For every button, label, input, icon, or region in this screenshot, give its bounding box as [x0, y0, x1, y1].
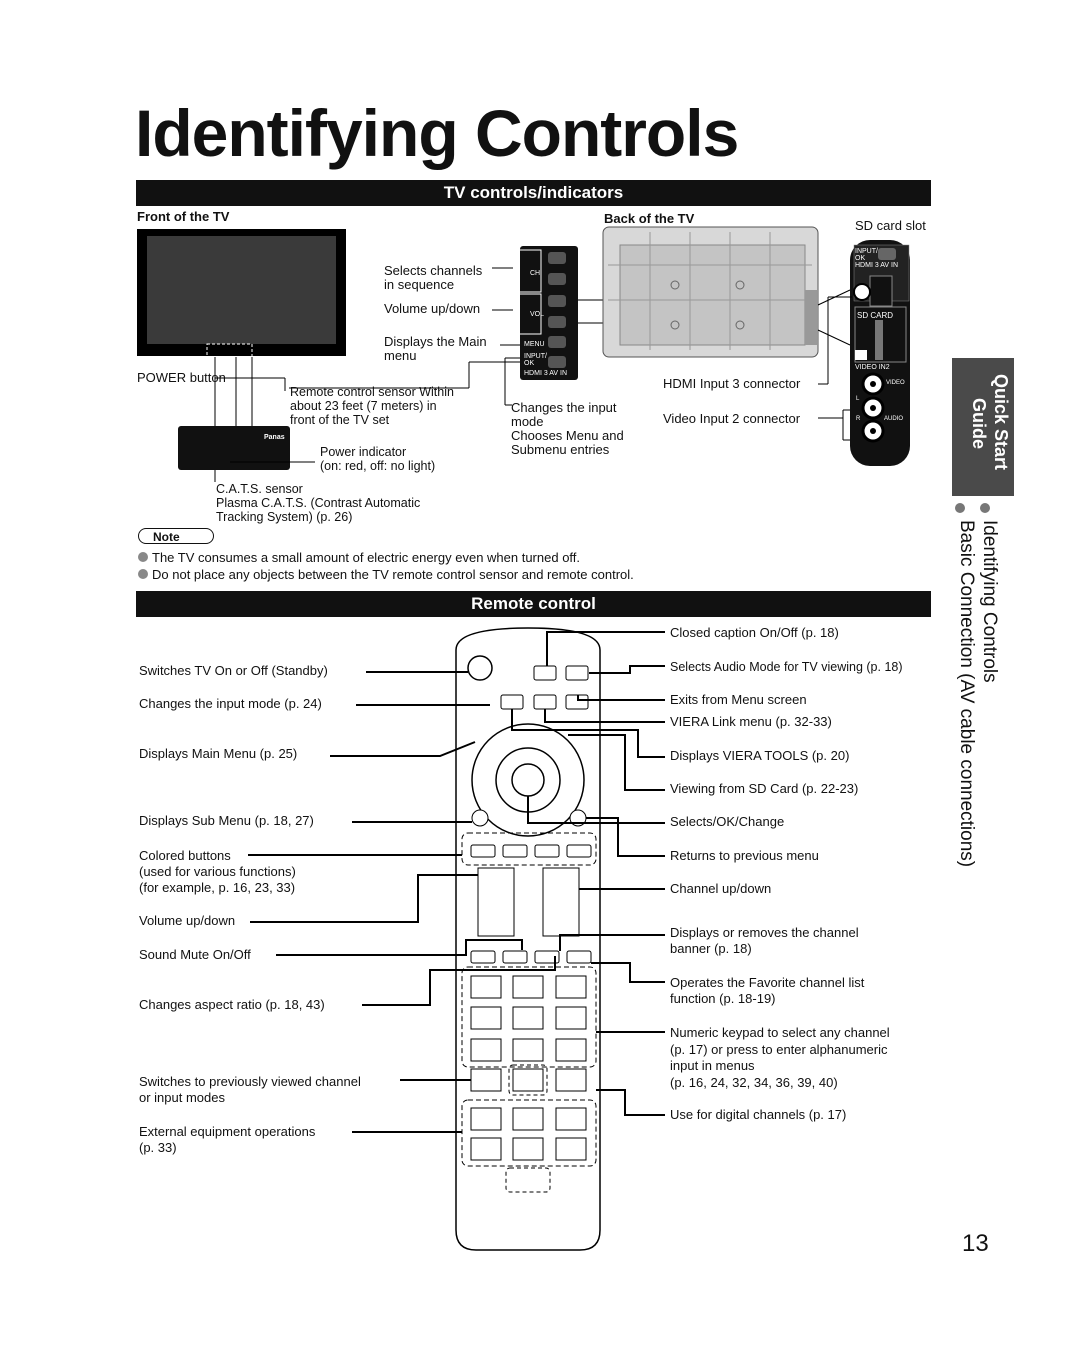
changes-input-label: Changes the input mode Chooses Menu and Submenu entries	[511, 400, 624, 457]
l-jack-label: L	[856, 396, 860, 402]
hdmi3-connector-label: HDMI Input 3 connector	[663, 376, 801, 391]
remote-label-last-view: Switches to previously viewed channel or input modes	[139, 1074, 361, 1105]
video-jack-label: VIDEO	[886, 380, 905, 386]
tv-back-panel-zoom	[818, 240, 910, 466]
remote-label-digital: Use for digital channels (p. 17)	[670, 1107, 847, 1122]
tv-front-illustration	[137, 229, 346, 482]
vol-label: VOL	[530, 311, 545, 318]
remote-sensor-label: Remote control sensor Within about 23 feet (7 meters) in front of the TV set	[290, 385, 454, 427]
audio-jack-label: AUDIO	[884, 416, 904, 422]
remote-label-main-menu: Displays Main Menu (p. 25)	[139, 746, 298, 761]
zoom-hdmi3-label: HDMI 3 AV IN	[855, 262, 899, 269]
input-ok-label: INPUT/ OK	[524, 353, 547, 367]
remote-label-return: Returns to previous menu	[670, 848, 819, 863]
tv-controls-heading: TV controls/indicators	[136, 180, 931, 206]
remote-label-input: Changes the input mode (p. 24)	[139, 696, 322, 711]
page-title: Identifying Controls	[135, 96, 739, 170]
quick-start-tab-line2: Guide	[969, 398, 989, 450]
ch-label: CH	[530, 270, 541, 277]
page-number: 13	[962, 1230, 989, 1257]
note-bullet	[138, 552, 148, 562]
note-bullet	[138, 569, 148, 579]
remote-label-viera-tools: Displays VIERA TOOLS (p. 20)	[670, 748, 850, 763]
quick-start-tab-line1: Quick Start	[991, 374, 1011, 471]
tv-back-illustration	[603, 227, 850, 357]
toc-basic-connection[interactable]: Basic Connection (AV cable connections)	[956, 520, 977, 868]
remote-label-banner: Displays or removes the channel banner (p. 18)	[670, 925, 859, 956]
video-in2-label: VIDEO IN2	[855, 364, 890, 371]
remote-label-audio-mode: Selects Audio Mode for TV viewing (p. 18)	[670, 660, 903, 674]
back-of-tv-label: Back of the TV	[604, 211, 695, 226]
power-button-label: POWER button	[137, 370, 226, 385]
remote-label-sub-menu: Displays Sub Menu (p. 18, 27)	[139, 813, 314, 828]
remote-label-power: Switches TV On or Off (Standby)	[139, 663, 328, 678]
remote-label-volume: Volume up/down	[139, 913, 236, 928]
remote-label-cc: Closed caption On/Off (p. 18)	[670, 625, 839, 640]
remote-label-external: External equipment operations (p. 33)	[139, 1124, 316, 1155]
remote-label-sd-card: Viewing from SD Card (p. 22-23)	[670, 781, 859, 796]
zoom-input-ok-label: INPUT/ OK	[855, 248, 878, 262]
main-menu-label: Displays the Main menu	[384, 334, 487, 363]
remote-control-heading: Remote control	[136, 591, 931, 617]
r-jack-label: R	[856, 416, 861, 422]
note-item-2: Do not place any objects between the TV remote control sensor and remote control.	[152, 567, 634, 582]
video2-connector-label: Video Input 2 connector	[663, 411, 801, 426]
sd-card-slot-label: SD card slot	[855, 218, 926, 233]
cats-sensor-label: C.A.T.S. sensor Plasma C.A.T.S. (Contrast Automatic Tracking System) (p. 26)	[216, 482, 421, 524]
remote-label-mute: Sound Mute On/Off	[139, 947, 251, 962]
remote-label-colored-buttons: Colored buttons (used for various functions) (for example, p. 16, 23, 33)	[139, 848, 296, 895]
toc-identifying-controls[interactable]: Identifying Controls	[979, 520, 1000, 683]
remote-label-aspect: Changes aspect ratio (p. 18, 43)	[139, 997, 325, 1012]
remote-label-numeric: Numeric keypad to select any channel (p. 17) or press to enter alphanumeric input in menus (p. 16, 24, 32, 34, 36, 39, 40)	[670, 1025, 890, 1090]
note-item-1: The TV consumes a small amount of electric energy even when turned off.	[152, 550, 581, 565]
remote-label-ok: Selects/OK/Change	[670, 814, 785, 829]
brand-logo: Panas	[264, 434, 285, 441]
power-indicator-label: Power indicator (on: red, off: no light)	[320, 445, 436, 473]
hdmi3-avin-label: HDMI 3 AV IN	[524, 370, 568, 377]
remote-label-viera-link: VIERA Link menu (p. 32-33)	[670, 714, 832, 729]
front-of-tv-label: Front of the TV	[137, 209, 230, 224]
remote-label-favorite: Operates the Favorite channel list function (p. 18-19)	[670, 975, 865, 1006]
menu-label: MENU	[524, 341, 545, 348]
selects-channels-label: Selects channels in sequence	[384, 263, 483, 292]
remote-label-exit: Exits from Menu screen	[670, 692, 807, 707]
remote-label-channel: Channel up/down	[670, 881, 772, 896]
sd-card-label: SD CARD	[857, 311, 894, 320]
volume-label: Volume up/down	[384, 301, 481, 316]
note-label: Note	[138, 528, 214, 544]
